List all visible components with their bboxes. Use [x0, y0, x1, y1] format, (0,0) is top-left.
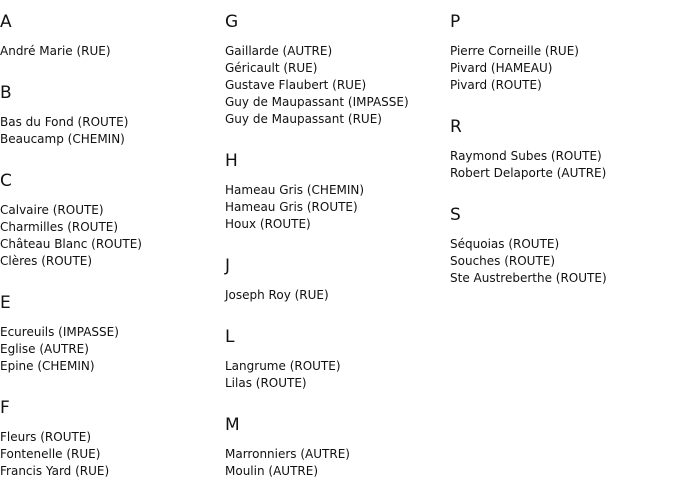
letter-group — [450, 205, 672, 287]
street-item: Fontenelle (RUE) — [0, 447, 101, 461]
street-item: Eglise (AUTRE) — [0, 342, 89, 356]
street-list — [225, 182, 447, 233]
street-item: Beaucamp (CHEMIN) — [0, 132, 125, 146]
street-item: Lilas (ROUTE) — [225, 376, 307, 390]
street-item: Pivard (ROUTE) — [450, 78, 542, 92]
letter-heading: J — [225, 256, 231, 276]
street-item: Séquoias (ROUTE) — [450, 237, 560, 251]
street-list — [450, 148, 672, 182]
letter-group — [225, 12, 447, 128]
letter-heading: E — [0, 293, 11, 313]
letter-heading: F — [0, 398, 10, 418]
letter-group — [0, 83, 222, 148]
street-item: Gaillarde (AUTRE) — [225, 44, 333, 58]
street-item: Robert Delaporte (AUTRE) — [450, 166, 607, 180]
letter-heading: G — [225, 12, 239, 32]
street-item: Calvaire (ROUTE) — [0, 203, 104, 217]
street-item: Guy de Maupassant (RUE) — [225, 112, 382, 126]
street-item: Fleurs (ROUTE) — [0, 430, 92, 444]
street-item: Souches (ROUTE) — [450, 254, 556, 268]
street-list — [0, 324, 222, 375]
street-item: Hameau Gris (CHEMIN) — [225, 183, 365, 197]
letter-group — [450, 12, 672, 94]
street-list — [0, 429, 222, 480]
street-item: Château Blanc (ROUTE) — [0, 237, 142, 251]
street-item: Ste Austreberthe (ROUTE) — [450, 271, 607, 285]
street-item: Francis Yard (RUE) — [0, 464, 110, 478]
street-index-column — [0, 12, 222, 503]
letter-heading: R — [450, 117, 462, 137]
street-item: Pierre Corneille (RUE) — [450, 44, 579, 58]
street-item: Charmilles (ROUTE) — [0, 220, 119, 234]
letter-group — [225, 151, 447, 233]
street-item: Bas du Fond (ROUTE) — [0, 115, 129, 129]
street-item: Epine (CHEMIN) — [0, 359, 95, 373]
street-list — [450, 43, 672, 94]
letter-heading: M — [225, 415, 240, 435]
letter-heading: P — [450, 12, 461, 32]
street-list — [225, 287, 447, 304]
letter-heading: C — [0, 171, 12, 191]
street-item: Moulin (AUTRE) — [225, 464, 318, 478]
street-item: André Marie (RUE) — [0, 44, 111, 58]
street-item: Joseph Roy (RUE) — [225, 288, 329, 302]
street-list — [0, 202, 222, 270]
street-list — [450, 236, 672, 287]
street-list — [0, 43, 222, 60]
letter-group — [225, 415, 447, 480]
letter-group — [0, 171, 222, 270]
street-item: Marronniers (AUTRE) — [225, 447, 350, 461]
letter-heading: A — [0, 12, 12, 32]
letter-group — [0, 398, 222, 480]
letter-heading: L — [225, 327, 235, 347]
street-item: Clères (ROUTE) — [0, 254, 93, 268]
street-list — [0, 114, 222, 148]
street-item: Hameau Gris (ROUTE) — [225, 200, 358, 214]
letter-group — [450, 117, 672, 182]
street-item: Langrume (ROUTE) — [225, 359, 341, 373]
street-item: Ecureuils (IMPASSE) — [0, 325, 119, 339]
street-item: Guy de Maupassant (IMPASSE) — [225, 95, 409, 109]
street-item: Géricault (RUE) — [225, 61, 318, 75]
street-item: Gustave Flaubert (RUE) — [225, 78, 367, 92]
letter-heading: S — [450, 205, 461, 225]
street-index-column — [450, 12, 672, 310]
letter-group — [0, 293, 222, 375]
street-item: Raymond Subes (ROUTE) — [450, 149, 602, 163]
street-item: Houx (ROUTE) — [225, 217, 311, 231]
street-list — [225, 43, 447, 128]
street-index-column — [225, 12, 447, 503]
letter-heading: B — [0, 83, 12, 103]
street-item: Pivard (HAMEAU) — [450, 61, 553, 75]
letter-group — [225, 327, 447, 392]
street-list — [225, 446, 447, 480]
street-list — [225, 358, 447, 392]
letter-group — [225, 256, 447, 304]
letter-group — [0, 12, 222, 60]
letter-heading: H — [225, 151, 238, 171]
